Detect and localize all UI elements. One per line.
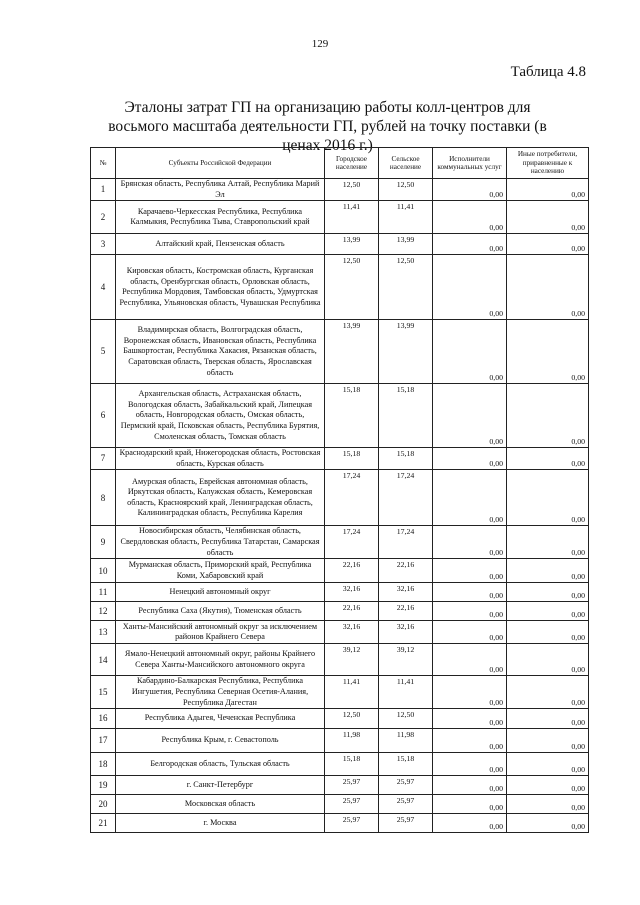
row-number: 5 [91,320,116,384]
row-urban-value: 12,50 [325,709,379,729]
row-utility-value: 0,00 [433,179,507,201]
row-number: 4 [91,255,116,320]
row-other-value: 0,00 [507,201,589,234]
row-number: 18 [91,753,116,776]
row-rural-value: 11,98 [379,729,433,753]
table-row [91,470,589,526]
row-subject: г. Москва [116,814,325,833]
row-urban-value: 32,16 [325,621,379,644]
row-number: 12 [91,602,116,621]
row-other-value: 0,00 [507,448,589,470]
table-row [91,776,589,795]
row-rural-value: 13,99 [379,234,433,255]
row-rural-value: 15,18 [379,448,433,470]
row-utility-value: 0,00 [433,753,507,776]
row-utility-value: 0,00 [433,795,507,814]
row-utility-value: 0,00 [433,644,507,676]
row-rural-value: 22,16 [379,602,433,621]
row-other-value: 0,00 [507,583,589,602]
row-number: 17 [91,729,116,753]
row-other-value: 0,00 [507,602,589,621]
row-urban-value: 39,12 [325,644,379,676]
row-urban-value: 25,97 [325,795,379,814]
row-number: 3 [91,234,116,255]
row-rural-value: 12,50 [379,179,433,201]
row-utility-value: 0,00 [433,526,507,559]
row-utility-value: 0,00 [433,448,507,470]
row-utility-value: 0,00 [433,470,507,526]
table-row [91,676,589,709]
row-utility-value: 0,00 [433,384,507,448]
table-row [91,729,589,753]
row-other-value: 0,00 [507,676,589,709]
row-other-value: 0,00 [507,255,589,320]
row-subject: Республика Адыгея, Чеченская Республика [116,709,325,729]
header-subject: Субъекты Российской Федерации [116,148,325,179]
row-utility-value: 0,00 [433,676,507,709]
row-urban-value: 17,24 [325,470,379,526]
row-other-value: 0,00 [507,621,589,644]
row-other-value: 0,00 [507,234,589,255]
document-title: Эталоны затрат ГП на организацию работы колл-центров для восьмого масштаба деятельности ГП, рублей на точку поставки (в ценах 2016 г.) [108,99,547,154]
row-number: 1 [91,179,116,201]
row-rural-value: 25,97 [379,814,433,833]
row-other-value: 0,00 [507,526,589,559]
row-utility-value: 0,00 [433,814,507,833]
row-utility-value: 0,00 [433,709,507,729]
row-urban-value: 15,18 [325,384,379,448]
row-urban-value: 12,50 [325,255,379,320]
row-number: 19 [91,776,116,795]
row-utility-value: 0,00 [433,255,507,320]
row-utility-value: 0,00 [433,602,507,621]
row-number: 13 [91,621,116,644]
row-subject: г. Санкт-Петербург [116,776,325,795]
row-subject: Ямало-Ненецкий автономный округ, районы Крайнего Севера Ханты-Мансийского автономного округа [116,644,325,676]
row-number: 11 [91,583,116,602]
header-rural: Сельское население [379,148,433,179]
row-number: 10 [91,559,116,583]
row-subject: Ненецкий автономный округ [116,583,325,602]
row-subject: Новосибирская область, Челябинская область, Свердловская область, Республика Татарстан, Самарская область [116,526,325,559]
table-label: Таблица 4.8 [510,64,586,80]
row-utility-value: 0,00 [433,621,507,644]
row-urban-value: 15,18 [325,753,379,776]
table-row [91,201,589,234]
row-urban-value: 22,16 [325,602,379,621]
table-row [91,559,589,583]
row-subject: Кировская область, Костромская область, Курганская область, Оренбургская область, Орловская область, Республика Мордовия, Тамбовская область, Удмуртская Республика, Ульяновская область, Чувашская Республика [116,255,325,320]
row-rural-value: 11,41 [379,676,433,709]
table-row [91,644,589,676]
row-subject: Ханты-Мансийский автономный округ за исключением районов Крайнего Севера [116,621,325,644]
header-other: Иные потребители, приравненные к населению [507,148,589,179]
row-rural-value: 12,50 [379,709,433,729]
header-num: № [91,148,116,179]
row-subject: Алтайский край, Пензенская область [116,234,325,255]
row-number: 9 [91,526,116,559]
row-number: 21 [91,814,116,833]
row-other-value: 0,00 [507,470,589,526]
row-urban-value: 15,18 [325,448,379,470]
row-subject: Кабардино-Балкарская Республика, Республика Ингушетия, Республика Северная Осетия-Алания, Республика Дагестан [116,676,325,709]
row-rural-value: 25,97 [379,776,433,795]
table-row [91,320,589,384]
table-row [91,709,589,729]
row-other-value: 0,00 [507,729,589,753]
table-row [91,814,589,833]
table-row [91,384,589,448]
row-rural-value: 11,41 [379,201,433,234]
header-urban: Городское население [325,148,379,179]
row-number: 15 [91,676,116,709]
row-urban-value: 11,41 [325,201,379,234]
row-other-value: 0,00 [507,709,589,729]
row-rural-value: 22,16 [379,559,433,583]
row-other-value: 0,00 [507,559,589,583]
row-rural-value: 32,16 [379,621,433,644]
row-utility-value: 0,00 [433,583,507,602]
row-number: 20 [91,795,116,814]
row-rural-value: 15,18 [379,753,433,776]
row-other-value: 0,00 [507,753,589,776]
row-rural-value: 25,97 [379,795,433,814]
row-number: 14 [91,644,116,676]
row-subject: Карачаево-Черкесская Республика, Республика Калмыкия, Республика Тыва, Ставропольский край [116,201,325,234]
row-number: 16 [91,709,116,729]
row-subject: Брянская область, Республика Алтай, Республика Марий Эл [116,179,325,201]
row-rural-value: 12,50 [379,255,433,320]
row-other-value: 0,00 [507,384,589,448]
row-number: 8 [91,470,116,526]
table-row [91,448,589,470]
row-other-value: 0,00 [507,320,589,384]
row-urban-value: 11,98 [325,729,379,753]
row-number: 2 [91,201,116,234]
table-row [91,234,589,255]
row-rural-value: 32,16 [379,583,433,602]
row-rural-value: 17,24 [379,526,433,559]
row-urban-value: 13,99 [325,320,379,384]
row-urban-value: 22,16 [325,559,379,583]
row-subject: Республика Саха (Якутия), Тюменская область [116,602,325,621]
row-other-value: 0,00 [507,776,589,795]
row-subject: Краснодарский край, Нижегородская область, Ростовская область, Курская область [116,448,325,470]
row-urban-value: 25,97 [325,814,379,833]
table-row [91,795,589,814]
row-urban-value: 25,97 [325,776,379,795]
table-row [91,621,589,644]
row-utility-value: 0,00 [433,776,507,795]
row-utility-value: 0,00 [433,201,507,234]
row-utility-value: 0,00 [433,729,507,753]
table-body [91,179,589,833]
row-urban-value: 17,24 [325,526,379,559]
row-subject: Архангельская область, Астраханская область, Вологодская область, Забайкальский край, Липецкая область, Новгородская область, Омская область, Пермский край, Псковская область, Республика Бурятия, Смоленская область, Томская область [116,384,325,448]
table-row [91,526,589,559]
table-header-row [91,148,589,179]
table-row [91,179,589,201]
cost-standards-table [90,147,589,833]
table-row [91,753,589,776]
row-number: 6 [91,384,116,448]
row-number: 7 [91,448,116,470]
row-rural-value: 13,99 [379,320,433,384]
row-urban-value: 13,99 [325,234,379,255]
row-rural-value: 15,18 [379,384,433,448]
row-other-value: 0,00 [507,814,589,833]
row-other-value: 0,00 [507,795,589,814]
row-subject: Владимирская область, Волгоградская область, Воронежская область, Ивановская область, Республика Башкортостан, Республика Хакасия, Рязанская область, Саратовская область, Тверская область, Ярославская область [116,320,325,384]
row-subject: Белгородская область, Тульская область [116,753,325,776]
row-urban-value: 12,50 [325,179,379,201]
row-subject: Республика Крым, г. Севастополь [116,729,325,753]
row-rural-value: 39,12 [379,644,433,676]
table-row [91,583,589,602]
row-other-value: 0,00 [507,179,589,201]
row-utility-value: 0,00 [433,559,507,583]
row-subject: Амурская область, Еврейская автономная область, Иркутская область, Калужская область, Кемеровская область, Красноярский край, Ленинградская область, Калининградская область, Республика Карелия [116,470,325,526]
row-subject: Мурманская область, Приморский край, Республика Коми, Хабаровский край [116,559,325,583]
table-row [91,255,589,320]
row-utility-value: 0,00 [433,234,507,255]
row-utility-value: 0,00 [433,320,507,384]
table-row [91,602,589,621]
page-number: 129 [311,38,329,50]
row-subject: Московская область [116,795,325,814]
row-other-value: 0,00 [507,644,589,676]
row-rural-value: 17,24 [379,470,433,526]
row-urban-value: 11,41 [325,676,379,709]
header-utility: Исполнители коммунальных услуг [433,148,507,179]
row-urban-value: 32,16 [325,583,379,602]
